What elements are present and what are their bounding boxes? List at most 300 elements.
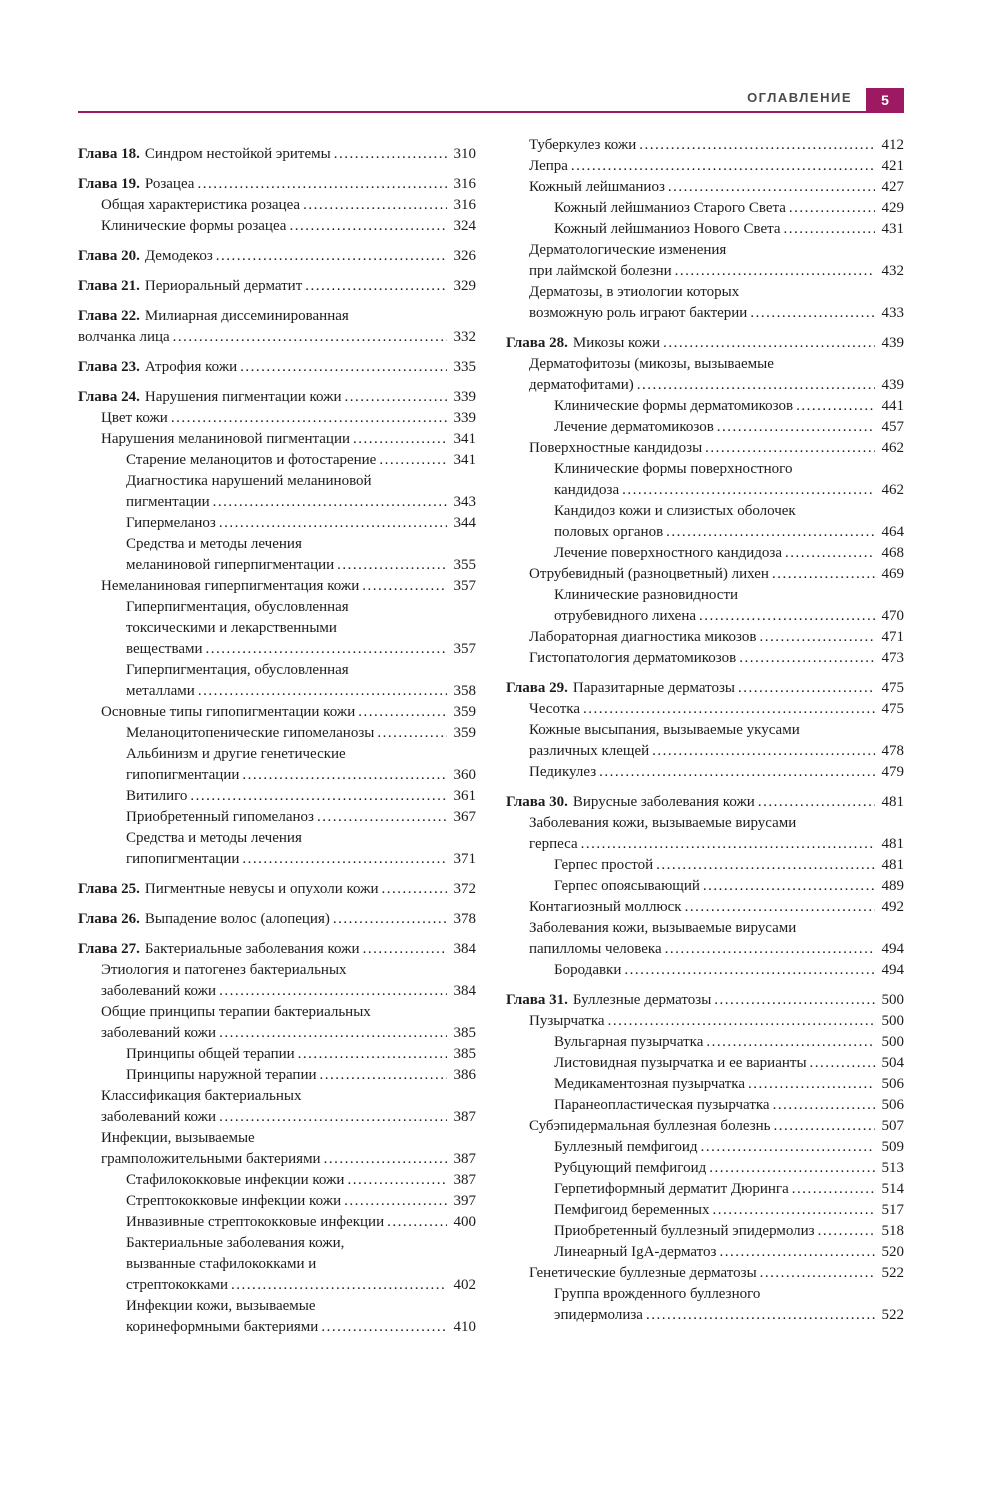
page-number: 410 — [453, 1319, 476, 1335]
entry-text: Кожный лейшманиоз Нового Света — [554, 221, 781, 237]
page-number: 400 — [453, 1214, 476, 1230]
toc-entry — [506, 990, 904, 1011]
toc-entry — [506, 1095, 904, 1116]
page-number: 431 — [881, 221, 904, 237]
page-number: 522 — [881, 1265, 904, 1281]
page-number: 339 — [453, 410, 476, 426]
page-number: 359 — [453, 704, 476, 720]
page-number: 471 — [881, 629, 904, 645]
toc-line — [554, 1200, 904, 1221]
entry-text: Стрептококковые инфекции кожи — [126, 1193, 342, 1209]
entry-text: Приобретенный гипомеланоз — [126, 809, 314, 825]
toc-line — [101, 1023, 476, 1044]
entry-text: Буллезный пемфигоид — [554, 1139, 698, 1155]
toc-entry — [506, 333, 904, 354]
toc-line — [126, 639, 476, 660]
dot-leader — [663, 333, 875, 354]
toc-entry — [78, 276, 476, 297]
entry-text: Герпес опоясывающий — [554, 878, 700, 894]
toc-line — [101, 702, 476, 723]
toc-line — [554, 1158, 904, 1179]
dot-leader — [353, 429, 447, 450]
toc-entry — [78, 828, 476, 870]
toc-line — [78, 144, 476, 165]
toc-entry — [78, 450, 476, 471]
toc-entry — [506, 678, 904, 699]
page-number: 397 — [453, 1193, 476, 1209]
toc-entry — [78, 744, 476, 786]
toc-line — [101, 981, 476, 1002]
entry-text: Основные типы гипопигментации кожи — [101, 704, 356, 720]
page-number: 489 — [881, 878, 904, 894]
toc-line — [529, 240, 904, 261]
toc-line — [529, 261, 904, 282]
page-number: 518 — [881, 1223, 904, 1239]
entry-text: Синдром нестойкой эритемы — [144, 146, 331, 162]
toc-line — [554, 1179, 904, 1200]
entry-text: Средства и методы лечения — [126, 536, 302, 552]
chapter-label: Глава 27. — [78, 941, 140, 957]
entry-text: Отрубевидный (разноцветный) лихен — [529, 566, 769, 582]
toc-line — [529, 741, 904, 762]
toc-entry — [78, 246, 476, 267]
chapter-label: Глава 18. — [78, 146, 140, 162]
dot-leader — [347, 1170, 447, 1191]
toc-entry — [78, 534, 476, 576]
toc-line — [554, 1095, 904, 1116]
page-number: 358 — [453, 683, 476, 699]
toc-entry — [78, 660, 476, 702]
toc-line — [101, 1002, 476, 1023]
entry-text: Общие принципы терапии бактериальных — [101, 1004, 371, 1020]
toc-line — [126, 555, 476, 576]
dot-leader — [665, 939, 875, 960]
toc-line — [126, 744, 476, 765]
toc-entry — [78, 357, 476, 378]
entry-text: Инфекции кожи, вызываемые — [126, 1298, 316, 1314]
entry-text: Цвет кожи — [101, 410, 168, 426]
page-number: 473 — [881, 650, 904, 666]
toc-column-right — [506, 135, 904, 1338]
toc-line — [126, 786, 476, 807]
toc-entry — [506, 240, 904, 282]
page-number: 324 — [453, 218, 476, 234]
entry-text: Средства и методы лечения — [126, 830, 302, 846]
dot-leader — [639, 135, 875, 156]
toc-line — [529, 720, 904, 741]
entry-text: Гипермеланоз — [126, 515, 216, 531]
toc-line — [554, 1305, 904, 1326]
toc-line — [554, 1284, 904, 1305]
entry-text: Гиперпигментация, обусловленная — [126, 599, 349, 615]
dot-leader — [320, 1065, 447, 1086]
entry-text: Клинические формы дерматомикозов — [554, 398, 794, 414]
page-number: 385 — [453, 1046, 476, 1062]
toc-line — [554, 960, 904, 981]
entry-text: Кожный лейшманиоз — [529, 179, 665, 195]
entry-text: различных клещей — [529, 743, 650, 759]
dot-leader — [581, 834, 875, 855]
toc-line — [126, 723, 476, 744]
page-number: 361 — [453, 788, 476, 804]
toc-line — [529, 897, 904, 918]
toc-line — [554, 1053, 904, 1074]
toc-entry — [506, 177, 904, 198]
page-number: 384 — [453, 941, 476, 957]
entry-text: Стафилококковые инфекции кожи — [126, 1172, 345, 1188]
dot-leader — [646, 1305, 875, 1326]
toc-entry — [78, 939, 476, 960]
toc-line — [126, 849, 476, 870]
toc-entry — [78, 1086, 476, 1128]
toc-line — [529, 375, 904, 396]
dot-leader — [701, 1137, 875, 1158]
page-number: 316 — [453, 197, 476, 213]
entry-text: Инфекции, вызываемые — [101, 1130, 255, 1146]
toc-line — [554, 876, 904, 897]
entry-text: Клинические формы поверхностного — [554, 461, 793, 477]
entry-text: Рубцующий пемфигоид — [554, 1160, 707, 1176]
dot-leader — [818, 1221, 875, 1242]
toc-entry — [78, 1128, 476, 1170]
toc-line — [529, 1263, 904, 1284]
dot-leader — [219, 981, 447, 1002]
page-number: 513 — [881, 1160, 904, 1176]
toc-line — [554, 585, 904, 606]
dot-leader — [608, 1011, 875, 1032]
page-number: 359 — [453, 725, 476, 741]
toc-line — [506, 333, 904, 354]
toc-entry — [506, 1158, 904, 1179]
entry-text: Паранеопластическая пузырчатка — [554, 1097, 770, 1113]
toc-line — [126, 1233, 476, 1254]
entry-text: токсическими и лекарственными — [126, 620, 337, 636]
toc-entry — [78, 702, 476, 723]
entry-text: Принципы общей терапии — [126, 1046, 295, 1062]
toc-line — [529, 762, 904, 783]
page-number: 462 — [881, 482, 904, 498]
toc-entry — [506, 1137, 904, 1158]
entry-text: вызванные стафилококками и — [126, 1256, 317, 1272]
chapter-label: Глава 29. — [506, 680, 568, 696]
page-number: 494 — [881, 962, 904, 978]
entry-text: Периоральный дерматит — [144, 278, 303, 294]
toc-entry — [506, 918, 904, 960]
page-number: 344 — [453, 515, 476, 531]
entry-text: Диагностика нарушений меланиновой — [126, 473, 372, 489]
toc-entry — [506, 813, 904, 855]
page-number: 385 — [453, 1025, 476, 1041]
entry-text: герпеса — [529, 836, 578, 852]
dot-leader — [321, 1317, 447, 1338]
dot-leader — [717, 417, 875, 438]
entry-text: Герпетиформный дерматит Дюринга — [554, 1181, 789, 1197]
chapter-label: Глава 22. — [78, 308, 140, 324]
toc-line — [126, 828, 476, 849]
dot-leader — [173, 327, 447, 348]
dot-leader — [739, 648, 875, 669]
toc-line — [554, 459, 904, 480]
page-number: 326 — [453, 248, 476, 264]
entry-text: Бактериальные заболевания кожи — [144, 941, 360, 957]
toc-line — [78, 327, 476, 348]
entry-text: возможную роль играют бактерии — [529, 305, 748, 321]
entry-text: Группа врожденного буллезного — [554, 1286, 761, 1302]
toc-entry — [78, 576, 476, 597]
entry-text: Лабораторная диагностика микозов — [529, 629, 757, 645]
entry-text: Поверхностные кандидозы — [529, 440, 703, 456]
entry-text: Туберкулез кожи — [529, 137, 637, 153]
toc-line — [101, 960, 476, 981]
dot-leader — [171, 408, 447, 429]
chapter-label: Глава 19. — [78, 176, 140, 192]
page-number: 316 — [453, 176, 476, 192]
chapter-label: Глава 20. — [78, 248, 140, 264]
page-number: 500 — [881, 992, 904, 1008]
page-number: 387 — [453, 1151, 476, 1167]
toc-entry — [78, 174, 476, 195]
dot-leader — [773, 1095, 875, 1116]
dot-leader — [382, 879, 447, 900]
entry-text: Кандидоз кожи и слизистых оболочек — [554, 503, 796, 519]
toc-entry — [506, 876, 904, 897]
entry-text: Общая характеристика розацеа — [101, 197, 301, 213]
entry-text: отрубевидного лихена — [554, 608, 697, 624]
toc-line — [101, 1149, 476, 1170]
toc-line — [126, 681, 476, 702]
page-number: 494 — [881, 941, 904, 957]
entry-text: Генетические буллезные дерматозы — [529, 1265, 757, 1281]
toc-entry — [506, 156, 904, 177]
entry-text: Классификация бактериальных — [101, 1088, 302, 1104]
dot-leader — [792, 1179, 875, 1200]
dot-leader — [298, 1044, 447, 1065]
toc-line — [101, 408, 476, 429]
page-number: 470 — [881, 608, 904, 624]
toc-entry — [78, 807, 476, 828]
entry-text: Педикулез — [529, 764, 597, 780]
page-number: 469 — [881, 566, 904, 582]
toc-entry — [506, 1179, 904, 1200]
dot-leader — [344, 1191, 447, 1212]
toc-line — [78, 909, 476, 930]
toc-entry — [506, 1221, 904, 1242]
entry-text: коринеформными бактериями — [126, 1319, 319, 1335]
toc-line — [529, 303, 904, 324]
toc-line — [554, 1032, 904, 1053]
toc-line — [506, 990, 904, 1011]
dot-leader — [719, 1242, 875, 1263]
toc-line — [554, 1074, 904, 1095]
toc-line — [126, 450, 476, 471]
dot-leader — [624, 960, 875, 981]
entry-text: Листовидная пузырчатка и ее варианты — [554, 1055, 807, 1071]
dot-leader — [197, 174, 447, 195]
dot-leader — [714, 990, 875, 1011]
dot-leader — [198, 681, 447, 702]
toc-entry — [506, 501, 904, 543]
toc-line — [101, 576, 476, 597]
dot-leader — [748, 1074, 875, 1095]
dot-leader — [709, 1158, 875, 1179]
entry-text: Выпадение волос (алопеция) — [144, 911, 330, 927]
page-number: 341 — [453, 431, 476, 447]
dot-leader — [758, 792, 875, 813]
dot-leader — [759, 627, 875, 648]
entry-text: Пигментные невусы и опухоли кожи — [144, 881, 379, 897]
toc-entry — [506, 855, 904, 876]
page-number: 464 — [881, 524, 904, 540]
toc-entry — [506, 699, 904, 720]
chapter-label: Глава 23. — [78, 359, 140, 375]
page-number: 357 — [453, 578, 476, 594]
dot-leader — [666, 522, 875, 543]
page-header — [78, 88, 904, 113]
entry-text: Бактериальные заболевания кожи, — [126, 1235, 345, 1251]
page-number: 457 — [881, 419, 904, 435]
entry-text: Контагиозный моллюск — [529, 899, 682, 915]
toc-entry — [78, 879, 476, 900]
toc-entry — [78, 216, 476, 237]
chapter-label: Глава 26. — [78, 911, 140, 927]
page-number: 504 — [881, 1055, 904, 1071]
entry-text: Субэпидермальная буллезная болезнь — [529, 1118, 771, 1134]
dot-leader — [675, 261, 875, 282]
toc-entry — [506, 1263, 904, 1284]
toc-line — [78, 357, 476, 378]
page-number: 343 — [453, 494, 476, 510]
page-number: 421 — [881, 158, 904, 174]
dot-leader — [379, 450, 447, 471]
toc-line — [554, 606, 904, 627]
dot-leader — [785, 543, 875, 564]
dot-leader — [774, 1116, 876, 1137]
toc-line — [126, 660, 476, 681]
toc-column-left — [78, 135, 476, 1338]
entry-text: Пузырчатка — [529, 1013, 605, 1029]
toc-line — [126, 1254, 476, 1275]
toc-line — [529, 438, 904, 459]
entry-text: Буллезные дерматозы — [572, 992, 712, 1008]
entry-text: пигментации — [126, 494, 210, 510]
toc-entry — [506, 627, 904, 648]
page-number: 429 — [881, 200, 904, 216]
page-number: 514 — [881, 1181, 904, 1197]
toc-entry — [78, 1044, 476, 1065]
toc-line — [126, 534, 476, 555]
dot-leader — [317, 807, 447, 828]
dot-leader — [363, 939, 447, 960]
page-number: 439 — [881, 335, 904, 351]
toc-entry — [506, 585, 904, 627]
toc-line — [554, 522, 904, 543]
chapter-label: Глава 28. — [506, 335, 568, 351]
toc-line — [101, 429, 476, 450]
toc-entry — [506, 1284, 904, 1326]
toc-line — [554, 396, 904, 417]
entry-text: Инвазивные стрептококковые инфекции — [126, 1214, 385, 1230]
dot-leader — [796, 396, 875, 417]
dot-leader — [699, 606, 875, 627]
toc-line — [529, 1011, 904, 1032]
entry-text: меланиновой гиперпигментации — [126, 557, 335, 573]
entry-text: Вульгарная пузырчатка — [554, 1034, 704, 1050]
dot-leader — [652, 741, 875, 762]
toc-line — [126, 1065, 476, 1086]
chapter-label: Глава 30. — [506, 794, 568, 810]
toc-line — [529, 135, 904, 156]
toc-entry — [78, 1296, 476, 1338]
entry-text: заболеваний кожи — [101, 983, 217, 999]
entry-text: Нарушения меланиновой пигментации — [101, 431, 351, 447]
toc-line — [78, 246, 476, 267]
dot-leader — [583, 699, 875, 720]
toc-entry — [78, 1002, 476, 1044]
toc-entry — [506, 1053, 904, 1074]
toc-line — [554, 501, 904, 522]
toc-line — [529, 177, 904, 198]
entry-text: Медикаментозная пузырчатка — [554, 1076, 746, 1092]
toc-line — [78, 387, 476, 408]
toc-columns — [78, 135, 904, 1338]
page-number: 433 — [881, 305, 904, 321]
dot-leader — [789, 198, 875, 219]
toc-entry — [78, 513, 476, 534]
dot-leader — [706, 1032, 875, 1053]
entry-text: грамположительными бактериями — [101, 1151, 321, 1167]
toc-line — [506, 792, 904, 813]
toc-entry — [506, 1011, 904, 1032]
toc-entry — [78, 144, 476, 165]
toc-line — [126, 1191, 476, 1212]
toc-line — [554, 855, 904, 876]
toc-line — [554, 543, 904, 564]
toc-entry — [506, 792, 904, 813]
entry-text: Витилиго — [126, 788, 188, 804]
dot-leader — [784, 219, 875, 240]
toc-entry — [78, 429, 476, 450]
page-number: 357 — [453, 641, 476, 657]
dot-leader — [190, 786, 447, 807]
page-number: 412 — [881, 137, 904, 153]
dot-leader — [685, 897, 875, 918]
entry-text: Этиология и патогенез бактериальных — [101, 962, 347, 978]
entry-text: Дерматофитозы (микозы, вызываемые — [529, 356, 774, 372]
dot-leader — [703, 876, 875, 897]
dot-leader — [358, 702, 447, 723]
page-number: 378 — [453, 911, 476, 927]
toc-line — [554, 480, 904, 501]
toc-entry — [506, 396, 904, 417]
toc-line — [101, 1128, 476, 1149]
toc-line — [126, 765, 476, 786]
dot-leader — [242, 849, 447, 870]
toc-line — [101, 216, 476, 237]
toc-entry — [506, 438, 904, 459]
toc-line — [529, 699, 904, 720]
toc-entry — [78, 306, 476, 348]
toc-line — [126, 1317, 476, 1338]
page-number: 462 — [881, 440, 904, 456]
toc-entry — [506, 543, 904, 564]
toc-entry — [78, 597, 476, 660]
dot-leader — [760, 1263, 875, 1284]
entry-text: гипопигментации — [126, 851, 240, 867]
toc-entry — [78, 195, 476, 216]
page-number: 360 — [453, 767, 476, 783]
toc-line — [529, 354, 904, 375]
entry-text: кандидоза — [554, 482, 620, 498]
